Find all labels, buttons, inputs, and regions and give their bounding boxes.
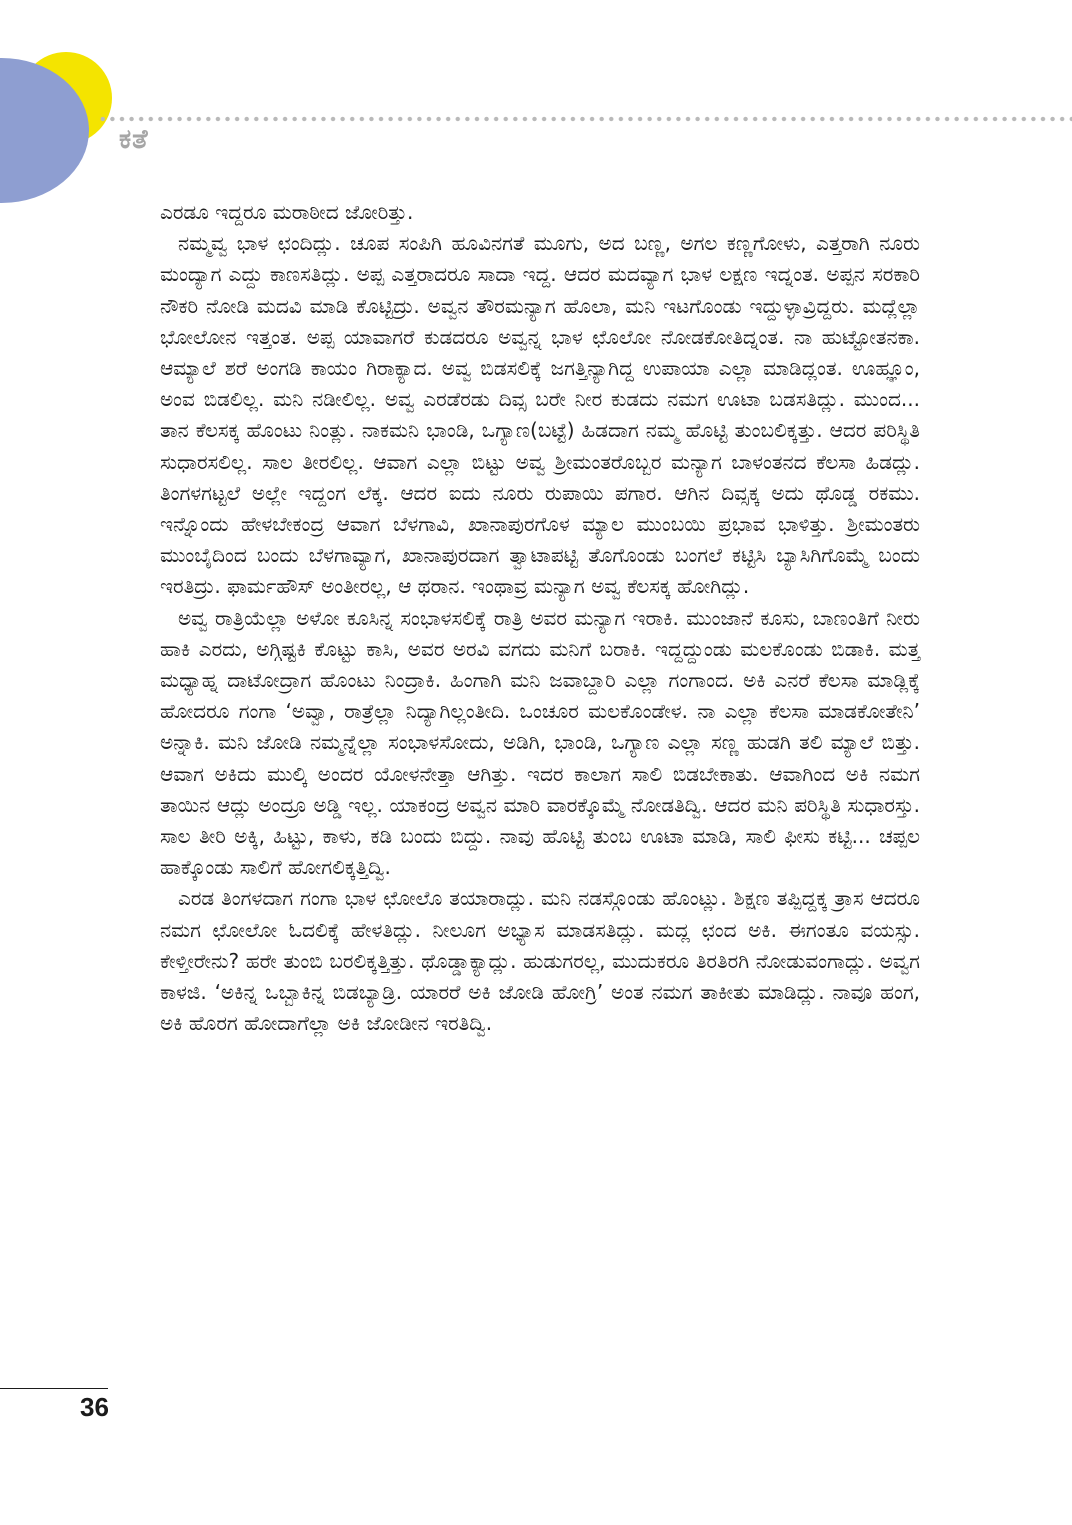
page-number: 36 <box>80 1392 109 1422</box>
footer-rule <box>0 1388 108 1389</box>
paragraph-2: ನಮ್ಮವ್ವ ಭಾಳ ಛಂದಿದ್ಲು. ಚೂಪ ಸಂಪಿಗಿ ಹೂವಿನಗತೆ ಮೂಗು, ಅದ ಬಣ್ಣ, ಅಗಲ ಕಣ್ಣಗೋಳು, ಎತ್ತರಾಗಿ ನೂರು ಮಂದ್ಯಾಗ ಎದ್ದು ಕಾಣಸತಿದ್ಲು. ಅಪ್ಪ ಎತ್ತರಾದರೂ ಸಾದಾ ಇದ್ದ. ಆದರ ಮದವ್ಯಾಗ ಭಾಳ ಲಕ್ಷಣ ಇದ್ನಂತ. ಅಪ್ಪನ ಸರಕಾರಿ ನೌಕರಿ ನೋಡಿ ಮದವಿ ಮಾಡಿ ಕೊಟ್ಟಿದ್ರು. ಅವ್ವನ ತೌರಮನ್ಯಾಗ ಹೊಲಾ, ಮನಿ ಇಟಗೊಂಡು ಇದ್ದುಳ್ಳಾವ್ರಿದ್ದರು. ಮದ್ಲೆಲ್ಲಾ ಭೋಲೋನ ಇತ್ತಂತ. ಅಪ್ಪ ಯಾವಾಗರೆ ಕುಡದರೂ ಅವ್ವನ್ನ ಭಾಳ ಛೊಲೋ ನೋಡಕೋತಿದ್ನಂತ. ನಾ ಹುಟ್ಟೋತನಕಾ. ಆಮ್ಯಾಲೆ ಶರೆ ಅಂಗಡಿ ಕಾಯಂ ಗಿರಾಕ್ಯಾದ. ಅವ್ವ ಬಿಡಸಲಿಕ್ಕೆ ಜಗತ್ತಿನ್ಯಾಗಿದ್ದ ಉಪಾಯಾ ಎಲ್ಲಾ ಮಾಡಿದ್ಲಂತ. ಊಹ್ಞೂಂ, ಅಂವ ಬಿಡಲಿಲ್ಲ. ಮನಿ ನಡೀಲಿಲ್ಲ. ಅವ್ವ ಎರಡೆರಡು ದಿವ್ಸ ಬರೇ ನೀರ ಕುಡದು ನಮಗ ಊಟಾ ಬಡಸತಿದ್ಲು. ಮುಂದ... ತಾನ ಕೆಲಸಕ್ಕ ಹೊಂಟು ನಿಂತ್ಲು. ನಾಕಮನಿ ಭಾಂಡಿ, ಒಗ್ಯಾಣ(ಬಟ್ಟೆ) ಹಿಡದಾಗ ನಮ್ಮ ಹೊಟ್ಟಿ ತುಂಬಲಿಕ್ಕತ್ತು. ಆದರ ಪರಿಸ್ಥಿತಿ ಸುಧಾರಸಲಿಲ್ಲ. ಸಾಲ ತೀರಲಿಲ್ಲ. ಆವಾಗ ಎಲ್ಲಾ ಬಿಟ್ಟು ಅವ್ವ ಶ್ರೀಮಂತರೊಬ್ಬರ ಮನ್ಯಾಗ ಬಾಳಂತನದ ಕೆಲಸಾ ಹಿಡದ್ಲು. ತಿಂಗಳಗಟ್ಟಲೆ ಅಲ್ಲೇ ಇದ್ದಂಗ ಲೆಕ್ಕ. ಆದರ ಐದು ನೂರು ರುಪಾಯಿ ಪಗಾರ. ಆಗಿನ ದಿವ್ಸಕ್ಕ ಅದು ಥೊಡ್ಡ ರಕಮು. ಇನ್ನೊಂದು ಹೇಳಬೇಕಂದ್ರ ಆವಾಗ ಬೆಳಗಾವಿ, ಖಾನಾಪುರಗೊಳ ಮ್ಯಾಲ ಮುಂಬಯಿ ಪ್ರಭಾವ ಭಾಳಿತ್ತು. ಶ್ರೀಮಂತರು ಮುಂಬೈದಿಂದ ಬಂದು ಬೆಳಗಾವ್ಯಾಗ, ಖಾನಾಪುರದಾಗ ತ್ವಾಟಾಪಟ್ಟಿ ತೊಗೊಂಡು ಬಂಗಲೆ ಕಟ್ಟಿಸಿ ಬ್ಯಾಸಿಗಿಗೊಮ್ಮೆ ಬಂದು ಇರತಿದ್ರು. ಫಾರ್ಮಹೌಸ್ ಅಂತೀರಲ್ಲ, ಆ ಥರಾನ. ಇಂಥಾವ್ರ ಮನ್ಯಾಗ ಅವ್ವ ಕೆಲಸಕ್ಕ ಹೋಗಿದ್ಲು. <box>160 231 920 599</box>
section-label: ಕತೆ <box>119 124 149 155</box>
paragraph-1: ಎರಡೂ ಇದ್ದರೂ ಮರಾಠೀದ ಜೋರಿತ್ತು. <box>160 200 414 224</box>
story-body <box>160 197 920 1039</box>
paragraph-3: ಅವ್ವ ರಾತ್ರಿಯೆಲ್ಲಾ ಅಳೋ ಕೂಸಿನ್ನ ಸಂಭಾಳಸಲಿಕ್ಕೆ ರಾತ್ರಿ ಅವರ ಮನ್ಯಾಗ ಇರಾಕಿ. ಮುಂಜಾನೆ ಕೂಸು, ಬಾಣಂತಿಗೆ ನೀರು ಹಾಕಿ ಎರದು, ಅಗ್ಗಿಷ್ಟಕಿ ಕೊಟ್ಟು ಕಾಸಿ, ಅವರ ಅರವಿ ವಗದು ಮನಿಗೆ ಬರಾಕಿ. ಇದ್ದದ್ದುಂಡು ಮಲಕೊಂಡು ಬಿಡಾಕಿ. ಮತ್ತ ಮಧ್ಯಾಹ್ನ ದಾಟೋದ್ರಾಗ ಹೊಂಟು ನಿಂದ್ರಾಕಿ. ಹಿಂಗಾಗಿ ಮನಿ ಜವಾಬ್ದಾರಿ ಎಲ್ಲಾ ಗಂಗಾಂದ. ಅಕಿ ಎನರೆ ಕೆಲಸಾ ಮಾಡ್ಲಿಕ್ಕೆ ಹೋದರೂ ಗಂಗಾ ‘ಅವ್ವಾ, ರಾತ್ರೆಲ್ಲಾ ನಿದ್ಯಾಗಿಲ್ಲಂತೀದಿ. ಒಂಚೂರ ಮಲಕೊಂಡೇಳ. ನಾ ಎಲ್ಲಾ ಕೆಲಸಾ ಮಾಡಕೋತೇನಿ’ ಅನ್ನಾಕಿ. ಮನಿ ಜೋಡಿ ನಮ್ಮನ್ನೆಲ್ಲಾ ಸಂಭಾಳಸೋದು, ಅಡಿಗಿ, ಭಾಂಡಿ, ಒಗ್ಯಾಣ ಎಲ್ಲಾ ಸಣ್ಣ ಹುಡಗಿ ತಲಿ ಮ್ಯಾಲೆ ಬಿತ್ತು. ಆವಾಗ ಅಕಿದು ಮುಲ್ಕಿ ಅಂದರ ಯೋಳನೇತ್ತಾ ಆಗಿತ್ತು. ಇದರ ಕಾಲಾಗ ಸಾಲಿ ಬಿಡಬೇಕಾತು. ಆವಾಗಿಂದ ಅಕಿ ನಮಗ ತಾಯಿನ ಆದ್ಲು ಅಂದ್ರೂ ಅಡ್ಡಿ ಇಲ್ಲ. ಯಾಕಂದ್ರ ಅವ್ವನ ಮಾರಿ ವಾರಕ್ಕೊಮ್ಮೆ ನೋಡತಿದ್ವಿ. ಆದರ ಮನಿ ಪರಿಸ್ಥಿತಿ ಸುಧಾರಸ್ತು. ಸಾಲ ತೀರಿ ಅಕ್ಕಿ, ಹಿಟ್ಟು, ಕಾಳು, ಕಡಿ ಬಂದು ಬಿದ್ದು. ನಾವು ಹೊಟ್ಟಿ ತುಂಬ ಊಟಾ ಮಾಡಿ, ಸಾಲಿ ಫೀಸು ಕಟ್ಟಿ... ಚಪ್ಪಲ ಹಾಕ್ಕೊಂಡು ಸಾಲಿಗೆ ಹೋಗಲಿಕ್ಕತ್ತಿದ್ವಿ. <box>160 605 920 880</box>
dotted-header-rule <box>98 116 1072 122</box>
paragraph-4: ಎರಡ ತಿಂಗಳದಾಗ ಗಂಗಾ ಭಾಳ ಛೋಲೊ ತಯಾರಾದ್ಲು. ಮನಿ ನಡಸ್ಗೊಂಡು ಹೊಂಟ್ಲು. ಶಿಕ್ಷಣ ತಪ್ಪಿದ್ದಕ್ಕ ತ್ರಾಸ ಆದರೂ ನಮಗ ಛೋಲೋ ಓದಲಿಕ್ಕೆ ಹೇಳತಿದ್ಲು. ನೀಲೂಗ ಅಭ್ಯಾಸ ಮಾಡಸತಿದ್ಲು. ಮದ್ಲ ಛಂದ ಅಕಿ. ಈಗಂತೂ ವಯಸ್ಸು. ಕೇಳ್ತೀರೇನು? ಹರೇ ತುಂಬಿ ಬರಲಿಕ್ಕತ್ತಿತ್ತು. ಥೊಡ್ಡಾಕ್ಯಾದ್ಲು. ಹುಡುಗರಲ್ಲ, ಮುದುಕರೂ ತಿರತಿರಗಿ ನೋಡುವಂಗಾದ್ಲು. ಅವ್ವಗ ಕಾಳಜಿ. ‘ಅಕಿನ್ನ ಒಬ್ಬಾಕಿನ್ನ ಬಿಡಬ್ಯಾಡ್ರಿ. ಯಾರರೆ ಅಕಿ ಜೋಡಿ ಹೋಗ್ರಿ’ ಅಂತ ನಮಗ ತಾಕೀತು ಮಾಡಿದ್ಲು. ನಾವೂ ಹಂಗ, ಅಕಿ ಹೊರಗ ಹೋದಾಗೆಲ್ಲಾ ಅಕಿ ಜೋಡೀನ ಇರತಿದ್ವಿ. <box>160 886 920 1036</box>
